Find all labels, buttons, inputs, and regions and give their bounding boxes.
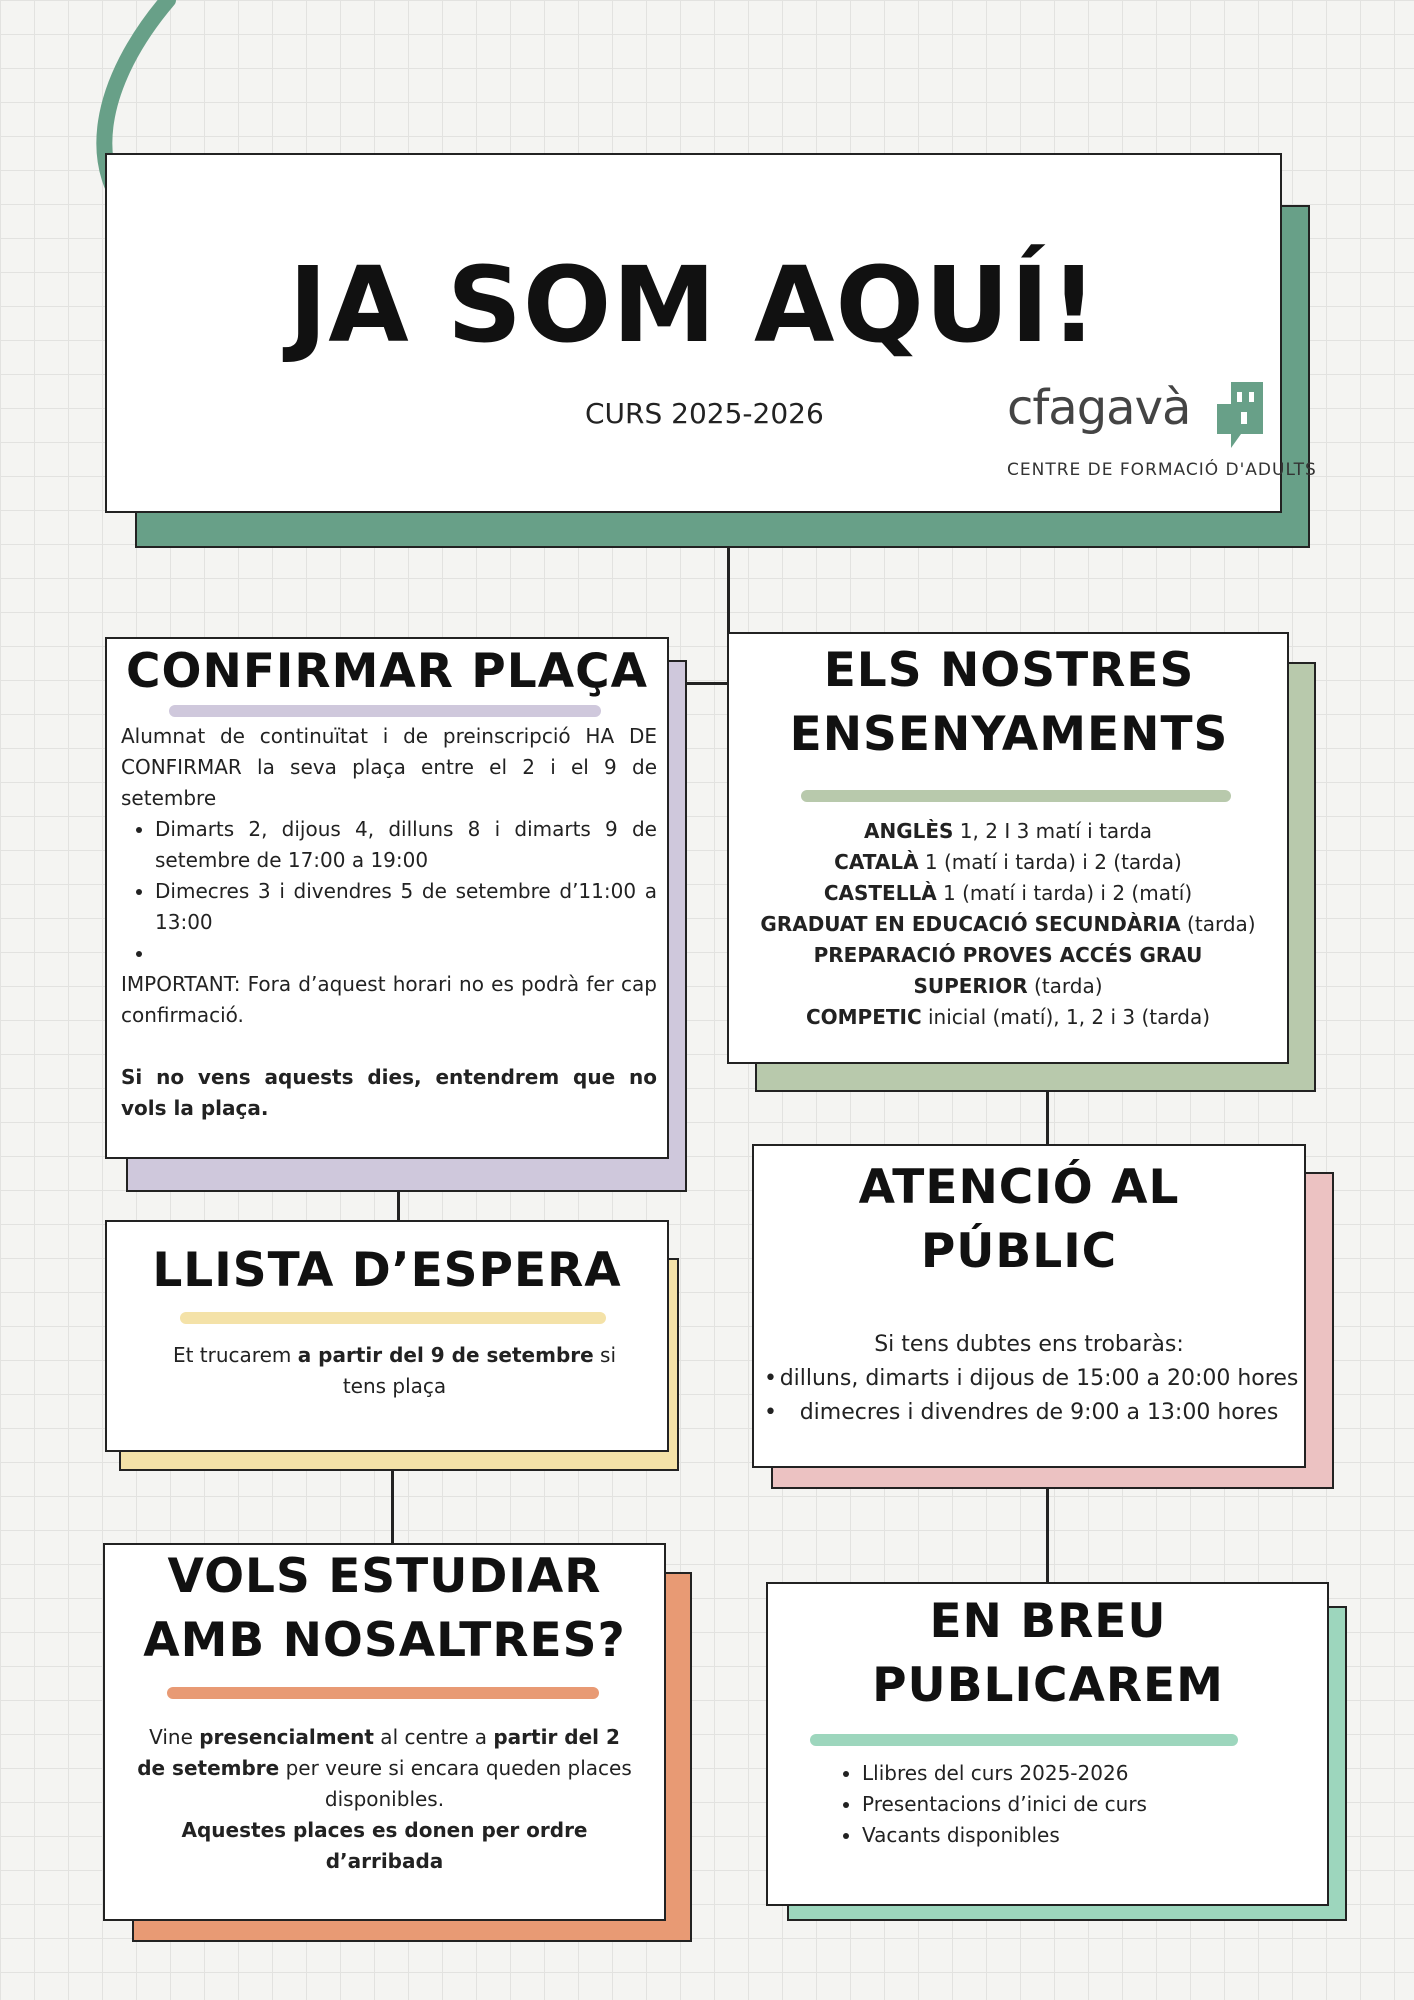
course-detail: (tarda) bbox=[1180, 912, 1256, 936]
course-name: CASTELLÀ bbox=[823, 881, 937, 905]
ensenyaments-card bbox=[727, 632, 1289, 1064]
estudiar-body bbox=[135, 1722, 634, 1877]
list-item bbox=[749, 816, 1267, 847]
espera-underline bbox=[180, 1312, 606, 1324]
course-name: COMPETIC bbox=[805, 1005, 922, 1029]
list-item bbox=[749, 847, 1267, 878]
atencio-intro: Si tens dubtes ens trobaràs: bbox=[874, 1332, 1184, 1357]
course-detail: 1 (matí i tarda) i 2 (tarda) bbox=[918, 850, 1182, 874]
ensenyaments-underline bbox=[801, 790, 1231, 802]
list-item: • Presentacions d’inici de curs bbox=[862, 1789, 1147, 1820]
bullet-icon: • bbox=[764, 1366, 777, 1391]
building-icon bbox=[1217, 382, 1263, 450]
list-item bbox=[754, 1396, 1304, 1430]
ensenyaments-title: ELS NOSTRES ENSENYAMENTS bbox=[789, 643, 1229, 762]
estudiar-text: al centre a bbox=[373, 1725, 494, 1749]
confirmar-important: IMPORTANT: Fora d’aquest horari no es podrà fer cap confirmació. bbox=[121, 972, 657, 1027]
logo-text: cfagavà bbox=[1007, 380, 1191, 436]
list-item bbox=[749, 878, 1267, 909]
confirmar-title: CONFIRMAR PLAÇA bbox=[126, 644, 648, 699]
espera-date: a partir del 9 de setembre bbox=[297, 1343, 594, 1367]
confirmar-card bbox=[105, 637, 669, 1159]
logo bbox=[1007, 380, 1317, 480]
publicarem-body bbox=[840, 1758, 1147, 1851]
list-item bbox=[155, 938, 657, 969]
estudiar-title: VOLS ESTUDIAR AMB NOSALTRES? bbox=[143, 1549, 626, 1668]
list-item: • Vacants disponibles bbox=[862, 1820, 1147, 1851]
confirmar-bullets bbox=[121, 814, 657, 969]
connector-line bbox=[397, 1190, 400, 1222]
espera-card bbox=[105, 1220, 669, 1452]
connector-line bbox=[686, 682, 728, 685]
publicarem-card bbox=[766, 1582, 1329, 1906]
publicarem-title: EN BREU PUBLICAREM bbox=[872, 1594, 1224, 1713]
connector-line bbox=[1046, 1090, 1049, 1145]
atencio-hours: dilluns, dimarts i dijous de 15:00 a 20:00 hores bbox=[779, 1366, 1299, 1391]
publicarem-underline bbox=[810, 1734, 1238, 1746]
estudiar-underline bbox=[167, 1687, 599, 1699]
list-item: • Dimecres 3 i divendres 5 de setembre d’11:00 a 13:00 bbox=[155, 876, 657, 938]
atencio-card bbox=[752, 1144, 1306, 1468]
confirmar-underline bbox=[169, 705, 601, 717]
logo-subtitle: CENTRE DE FORMACIÓ D'ADULTS bbox=[1007, 460, 1317, 480]
ensenyaments-list bbox=[749, 816, 1267, 1033]
espera-title: LLISTA D’ESPERA bbox=[152, 1243, 622, 1298]
list-item bbox=[754, 1362, 1304, 1396]
estudiar-card bbox=[103, 1543, 666, 1921]
course-name: GRADUAT EN EDUCACIÓ SECUNDÀRIA bbox=[760, 912, 1181, 936]
list-item: • Dimarts 2, dijous 4, dilluns 8 i dimarts 9 de setembre de 17:00 a 19:00 bbox=[155, 814, 657, 876]
course-detail: (tarda) bbox=[1027, 974, 1103, 998]
confirmar-intro: Alumnat de continuïtat i de preinscripció HA DE CONFIRMAR la seva plaça entre el 2 i el 9 de setembre bbox=[121, 724, 657, 810]
atencio-title: ATENCIÓ AL PÚBLIC bbox=[858, 1160, 1180, 1279]
list-item bbox=[749, 909, 1267, 940]
estudiar-note: Aquestes places es donen per ordre d’arribada bbox=[181, 1818, 588, 1873]
confirmar-warning: Si no vens aquests dies, entendrem que no vols la plaça. bbox=[121, 1065, 657, 1120]
publicarem-bullets bbox=[840, 1758, 1147, 1851]
list-item bbox=[749, 1002, 1267, 1033]
connector-line bbox=[391, 1468, 394, 1544]
confirmar-body bbox=[121, 721, 657, 1124]
espera-text: Et trucarem bbox=[172, 1343, 298, 1367]
course-label: CURS 2025-2026 bbox=[585, 397, 824, 430]
page-title: JA SOM AQUÍ! bbox=[288, 244, 1099, 366]
atencio-hours: dimecres i divendres de 9:00 a 13:00 hores bbox=[799, 1400, 1279, 1425]
atencio-body bbox=[754, 1328, 1304, 1430]
list-item: • Llibres del curs 2025-2026 bbox=[862, 1758, 1147, 1789]
course-name: CATALÀ bbox=[834, 850, 919, 874]
estudiar-emphasis: presencialment bbox=[199, 1725, 374, 1749]
course-name: ANGLÈS bbox=[864, 819, 954, 843]
bullet-icon: • bbox=[764, 1400, 777, 1425]
espera-body bbox=[157, 1340, 632, 1402]
list-item bbox=[749, 940, 1267, 1002]
course-detail: 1, 2 I 3 matí i tarda bbox=[953, 819, 1152, 843]
estudiar-text: Vine bbox=[149, 1725, 200, 1749]
course-detail: 1 (matí i tarda) i 2 (matí) bbox=[936, 881, 1193, 905]
connector-line bbox=[1046, 1488, 1049, 1583]
course-detail: inicial (matí), 1, 2 i 3 (tarda) bbox=[921, 1005, 1211, 1029]
espera-text: si tens plaça bbox=[342, 1343, 617, 1398]
header-card bbox=[105, 153, 1317, 513]
estudiar-date: partir del 2 de setembre bbox=[137, 1725, 620, 1780]
estudiar-text: per veure si encara queden places disponibles. bbox=[279, 1756, 632, 1811]
course-name: PREPARACIÓ PROVES ACCÉS GRAU SUPERIOR bbox=[813, 943, 1203, 998]
